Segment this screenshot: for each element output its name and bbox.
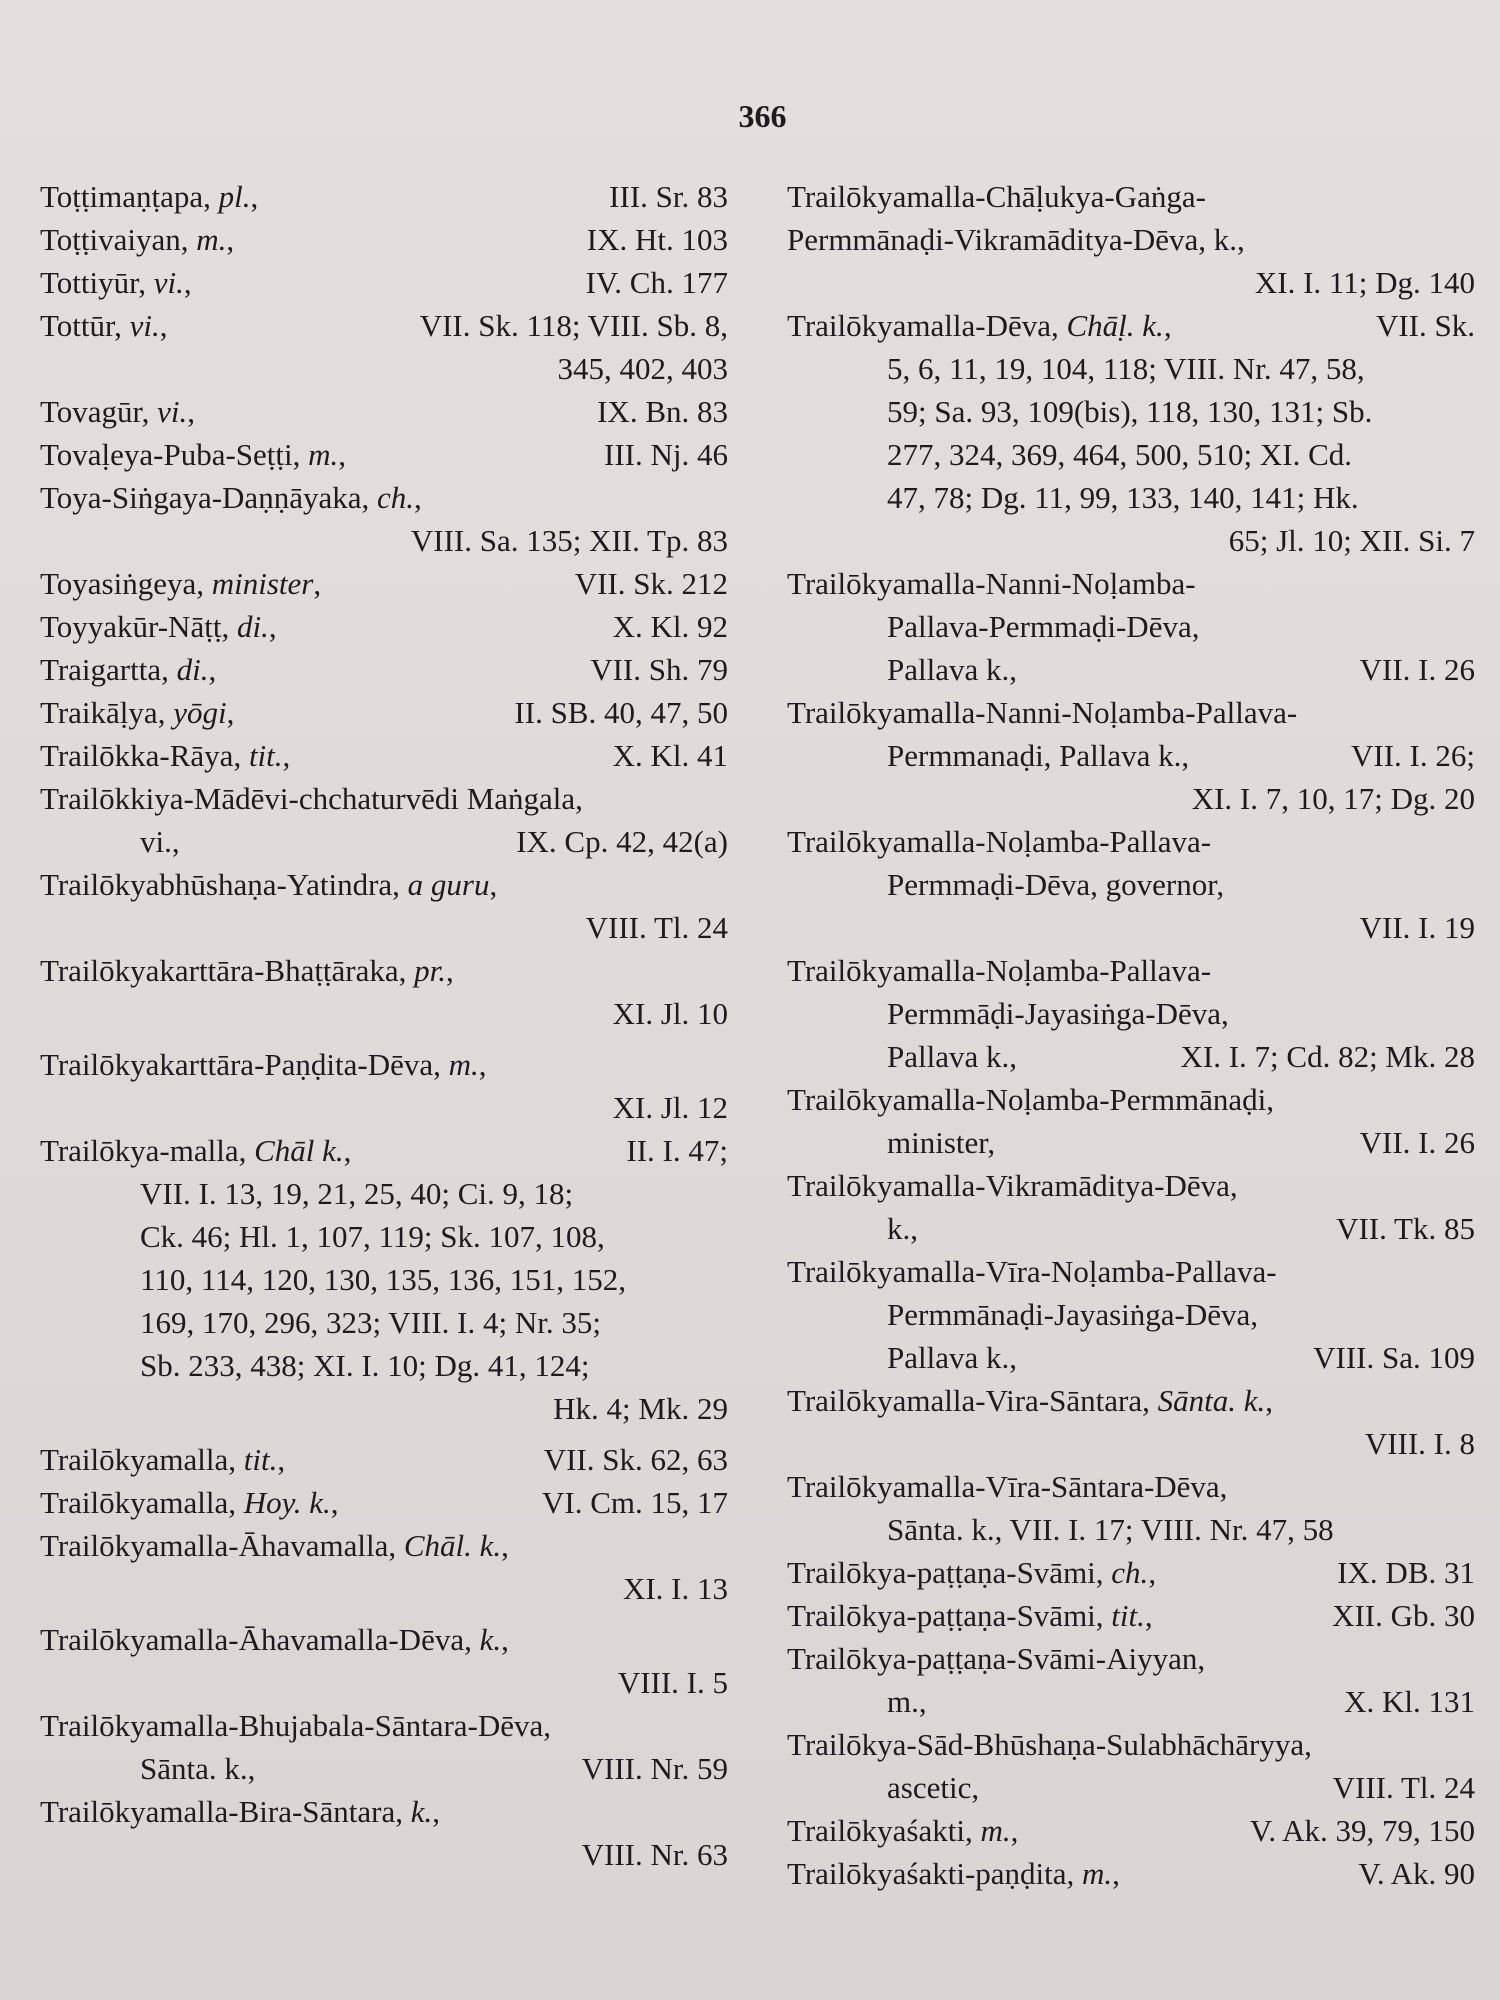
entry-designation: vi.: [153, 265, 184, 300]
entry-headword: Trailōkyamalla-Vira-Sāntara, Sānta. k.,: [787, 1383, 1273, 1418]
entry-reference: IX. DB. 31: [1337, 1555, 1475, 1590]
continuation-text: minister,: [887, 1125, 996, 1160]
index-entry: [787, 304, 1475, 562]
entry-designation: m.: [980, 1813, 1011, 1848]
continuation-text: ascetic,: [887, 1770, 980, 1805]
headword-text: Trailōkyamalla-Chāḷukya-Gaṅga-: [787, 179, 1206, 214]
index-entry: [40, 1481, 728, 1524]
headword-text: Tottiyūr: [40, 265, 139, 300]
entry-reference: X. Kl. 131: [1344, 1684, 1475, 1719]
entry-reference: VII. Sk. 118; VIII. Sb. 8,: [419, 308, 728, 343]
entry-headword: Tovagūr, vi.,: [40, 394, 195, 429]
entry-reference: VII. I. 26;: [1351, 738, 1475, 773]
index-entry: [787, 1164, 1475, 1250]
entry-continuation-line: [787, 261, 1475, 304]
entry-line: [40, 648, 728, 691]
headword-text: Trailōkyamalla-Bira-Sāntara: [40, 1794, 396, 1829]
entry-designation: yōgi: [173, 695, 227, 730]
entry-reference: 345, 402, 403: [557, 351, 728, 386]
index-entry: [40, 648, 728, 691]
entry-reference: Hk. 4; Mk. 29: [553, 1391, 728, 1426]
headword-text: Trailōkyamalla-Noḷamba-Pallava-: [787, 824, 1212, 859]
continuation-text: Sānta. k.,: [140, 1751, 256, 1786]
entry-reference: VIII. Nr. 59: [581, 1751, 728, 1786]
entry-headword: Trailōkyabhūshaṇa-Yatindra, a guru,: [40, 867, 498, 902]
entry-designation: k.: [410, 1794, 433, 1829]
entry-headword: [787, 1723, 1312, 1766]
entry-headword: Traigartta, di.,: [40, 652, 217, 687]
headword-text: Trailōkyaśakti-paṇḍita: [787, 1856, 1067, 1891]
continuation-text: 169, 170, 296, 323; VIII. I. 4; Nr. 35;: [140, 1305, 601, 1340]
entry-continuation-line: [787, 519, 1475, 562]
entry-continuation-line: [787, 1336, 1475, 1379]
index-entry: [40, 218, 728, 261]
headword-text: Tovaḷeya-Puba-Seṭṭi: [40, 437, 293, 472]
entry-line: [40, 605, 728, 648]
entry-headword: Trailōkyakarttāra-Paṇḍita-Dēva, m.,: [40, 1047, 487, 1082]
entry-line: [787, 175, 1475, 218]
entry-headword: Toya-Siṅgaya-Daṇṇāyaka, ch.,: [40, 480, 422, 515]
entry-designation: Hoy. k.: [243, 1485, 331, 1520]
index-entry: [40, 1790, 728, 1876]
continuation-text: 5, 6, 11, 19, 104, 118; VIII. Nr. 47, 58,: [887, 351, 1365, 386]
entry-reference: IX. Bn. 83: [597, 394, 728, 429]
continuation-text: Pallava-Permmaḍi-Dēva,: [887, 609, 1200, 644]
entry-designation: m.: [308, 437, 339, 472]
entry-continuation-line: [787, 1207, 1475, 1250]
entry-reference: VIII. Tl. 24: [585, 910, 728, 945]
entry-continuation-line: [787, 218, 1475, 261]
entry-headword: [787, 1637, 1205, 1680]
entry-line: [40, 1043, 728, 1086]
entry-headword: Trailōkya-malla, Chāl k.,: [40, 1133, 352, 1168]
index-entry: [40, 433, 728, 476]
entry-line: [40, 1129, 728, 1172]
headword-text: Trailōkyamalla: [40, 1485, 229, 1520]
entry-headword: Toṭṭimaṇṭapa, pl.,: [40, 179, 259, 214]
entry-line: [787, 691, 1475, 734]
headword-text: Traikāḷya: [40, 695, 158, 730]
headword-text: Trailōkya-Sād-Bhūshaṇa-Sulabhāchāryya,: [787, 1727, 1312, 1762]
headword-text: Trailōkya-paṭṭaṇa-Svāmi: [787, 1555, 1096, 1590]
entry-headword: Trailōkka-Rāya, tit.,: [40, 738, 291, 773]
page-number: 366: [738, 98, 787, 134]
index-entry: [40, 863, 728, 949]
entry-line: [40, 949, 728, 992]
entry-reference: XI. Jl. 10: [612, 996, 728, 1031]
entry-line: [40, 476, 728, 519]
entry-designation: tit.: [1111, 1598, 1145, 1633]
entry-line: [40, 734, 728, 777]
index-entry: [40, 1618, 728, 1704]
entry-designation: di.: [176, 652, 209, 687]
entry-line: [787, 1250, 1475, 1293]
entry-continuation-line: [40, 820, 728, 863]
entry-continuation-line: [787, 605, 1475, 648]
entry-continuation-line: [787, 1508, 1475, 1551]
entry-headword: Tovaḷeya-Puba-Seṭṭi, m.,: [40, 437, 347, 472]
entry-reference: VII. Sk.: [1375, 308, 1475, 343]
entry-line: [787, 304, 1475, 347]
index-entry: [40, 1438, 728, 1481]
continuation-text: 47, 78; Dg. 11, 99, 133, 140, 141; Hk.: [887, 480, 1359, 515]
entry-line: [40, 1481, 728, 1524]
entry-line: [40, 1438, 728, 1481]
headword-text: Trailōkyamalla-Vira-Sāntara: [787, 1383, 1143, 1418]
index-entry: [787, 691, 1475, 820]
entry-headword: Trailōkyamalla, tit.,: [40, 1442, 286, 1477]
continuation-text: Permmāḍi-Jayasiṅga-Dēva,: [887, 996, 1229, 1031]
index-entry: [40, 562, 728, 605]
entry-reference: VIII. I. 8: [1364, 1426, 1475, 1461]
entry-continuation-line: [787, 648, 1475, 691]
entry-designation: ch.: [1111, 1555, 1149, 1590]
entry-designation: a guru: [407, 867, 490, 902]
entry-headword: [787, 820, 1211, 863]
entry-continuation-line: [40, 1086, 728, 1129]
entry-headword: [787, 1465, 1227, 1508]
entry-line: [40, 1524, 728, 1567]
entry-continuation-line: [787, 1422, 1475, 1465]
entry-headword: [787, 1164, 1238, 1207]
entry-continuation-line: [787, 777, 1475, 820]
headword-text: Trailōkya-malla: [40, 1133, 239, 1168]
entry-continuation-line: [40, 347, 728, 390]
index-entry: [787, 562, 1475, 691]
entry-reference: VII. I. 26: [1359, 1125, 1475, 1160]
entry-line: [40, 562, 728, 605]
headword-text: Trailōkyamalla-Noḷamba-Permmānaḍi,: [787, 1082, 1274, 1117]
headword-text: Trailōkyamalla-Dēva: [787, 308, 1051, 343]
continuation-text: vi.,: [140, 824, 180, 859]
entry-continuation-line: [787, 1293, 1475, 1336]
index-entry: [40, 605, 728, 648]
entry-line: [40, 175, 728, 218]
entry-line: [787, 1164, 1475, 1207]
headword-text: Trailōkyamalla-Āhavamalla-Dēva: [40, 1622, 465, 1657]
entry-designation: m.: [448, 1047, 479, 1082]
continuation-text: Pallava k.,: [887, 1340, 1017, 1375]
entry-headword: [787, 562, 1196, 605]
entry-designation: Sānta. k.: [1157, 1383, 1266, 1418]
entry-line: [787, 1594, 1475, 1637]
continuation-text: Ck. 46; Hl. 1, 107, 119; Sk. 107, 108,: [140, 1219, 605, 1254]
continuation-text: Sb. 233, 438; XI. I. 10; Dg. 41, 124;: [140, 1348, 590, 1383]
entry-reference: VII. Sk. 62, 63: [543, 1442, 728, 1477]
entry-continuation-line: [40, 519, 728, 562]
entry-continuation-line: [40, 1172, 728, 1215]
headword-text: Toṭṭivaiyan: [40, 222, 181, 257]
entry-line: [40, 691, 728, 734]
entry-line: [40, 777, 728, 820]
headword-text: Toyyakūr-Nāṭṭ: [40, 609, 222, 644]
headword-text: Trailōkyamalla-Nanni-Noḷamba-Pallava-: [787, 695, 1298, 730]
index-entry: [40, 691, 728, 734]
entry-headword: Trailōkya-paṭṭaṇa-Svāmi, tit.,: [787, 1598, 1153, 1633]
entry-designation: pl.: [218, 179, 251, 214]
entry-headword: Toyasiṅgeya, minister,: [40, 566, 322, 601]
entry-line: [40, 1618, 728, 1661]
entry-reference: VIII. I. 5: [617, 1665, 728, 1700]
entry-headword: [787, 175, 1206, 218]
entry-line: [40, 1704, 728, 1747]
entry-continuation-line: [40, 906, 728, 949]
entry-reference: VIII. Sa. 109: [1313, 1340, 1475, 1375]
entry-line: [787, 1078, 1475, 1121]
headword-text: Trailōkka-Rāya: [40, 738, 234, 773]
entry-reference: IX. Cp. 42, 42(a): [516, 824, 728, 859]
entry-continuation-line: [40, 1344, 728, 1387]
index-entry: [787, 1852, 1475, 1895]
entry-continuation-line: [40, 1215, 728, 1258]
continuation-text: Sānta. k., VII. I. 17; VIII. Nr. 47, 58: [887, 1512, 1334, 1547]
entry-continuation-line: [787, 1121, 1475, 1164]
entry-reference: VII. Sk. 212: [574, 566, 728, 601]
index-entry: [787, 1809, 1475, 1852]
entry-reference: X. Kl. 41: [612, 738, 728, 773]
entry-headword: Trailōkyamalla-Āhavamalla-Dēva, k.,: [40, 1622, 509, 1657]
headword-text: Trailōkyakarttāra-Paṇḍita-Dēva: [40, 1047, 434, 1082]
entry-designation: Chāḷ. k.: [1066, 308, 1164, 343]
entry-continuation-line: [40, 1833, 728, 1876]
entry-reference: IX. Ht. 103: [586, 222, 728, 257]
headword-text: Trailōkyamalla-Vīra-Noḷamba-Pallava-: [787, 1254, 1277, 1289]
index-entry: [40, 175, 728, 218]
continuation-text: 59; Sa. 93, 109(bis), 118, 130, 131; Sb.: [887, 394, 1373, 429]
entry-headword: [40, 777, 583, 820]
headword-text: Trailōkyamalla-Āhavamalla: [40, 1528, 389, 1563]
entry-reference: XI. I. 11; Dg. 140: [1254, 265, 1475, 300]
entry-line: [40, 433, 728, 476]
headword-text: Trailōkya-paṭṭaṇa-Svāmi-Aiyyan,: [787, 1641, 1206, 1676]
entry-designation: k.: [479, 1622, 502, 1657]
continuation-text: Pallava k.,: [887, 652, 1017, 687]
entry-reference: II. I. 47;: [626, 1133, 728, 1168]
entry-designation: ch.: [376, 480, 414, 515]
entry-line: [40, 304, 728, 347]
entry-continuation-line: [787, 433, 1475, 476]
entry-reference: 65; Jl. 10; XII. Si. 7: [1228, 523, 1475, 558]
entry-designation: tit.: [248, 738, 283, 773]
entry-reference: VIII. Sa. 135; XII. Tp. 83: [410, 523, 728, 558]
entry-line: [40, 1790, 728, 1833]
entry-designation: Chāl. k.: [403, 1528, 502, 1563]
headword-text: Trailōkyamalla-Bhujabala-Sāntara-Dēva,: [40, 1708, 552, 1743]
entry-reference: XI. Jl. 12: [612, 1090, 728, 1125]
index-entry: [40, 949, 728, 1035]
continuation-text: Permmānaḍi-Vikramāditya-Dēva, k.,: [787, 222, 1245, 257]
entry-designation: vi.: [129, 308, 160, 343]
entry-reference: VII. Tk. 85: [1336, 1211, 1475, 1246]
entry-reference: VII. I. 26: [1359, 652, 1475, 687]
index-entry: [40, 1704, 728, 1790]
index-entry: [787, 1465, 1475, 1551]
index-entry: [787, 1551, 1475, 1594]
entry-headword: Toyyakūr-Nāṭṭ, di.,: [40, 609, 277, 644]
headword-text: Trailōkyamalla-Noḷamba-Pallava-: [787, 953, 1212, 988]
headword-text: Trailōkyabhūshaṇa-Yatindra: [40, 867, 393, 902]
entry-continuation-line: [40, 992, 728, 1035]
entry-headword: [787, 691, 1297, 734]
index-entry: [787, 1250, 1475, 1379]
entry-headword: Trailōkyamalla-Dēva, Chāḷ. k.,: [787, 308, 1172, 343]
index-entry: [40, 261, 728, 304]
entry-reference: V. Ak. 39, 79, 150: [1249, 1813, 1475, 1848]
index-entry: [787, 1723, 1475, 1809]
index-entry: [787, 175, 1475, 304]
entry-reference: V. Ak. 90: [1358, 1856, 1475, 1891]
entry-headword: Trailōkyamalla-Bira-Sāntara, k.,: [40, 1794, 441, 1829]
index-column-right: [787, 175, 1475, 1895]
index-entry: [787, 820, 1475, 949]
entry-line: [787, 1379, 1475, 1422]
entry-line: [787, 1809, 1475, 1852]
entry-headword: Tottiyūr, vi.,: [40, 265, 192, 300]
index-entry: [40, 304, 728, 390]
continuation-text: Permmānaḍi-Jayasiṅga-Dēva,: [887, 1297, 1259, 1332]
entry-designation: Chāl k.: [254, 1133, 344, 1168]
entry-reference: III. Nj. 46: [604, 437, 728, 472]
entry-headword: Trailōkyakarttāra-Bhaṭṭāraka, pr.,: [40, 953, 454, 988]
entry-continuation-line: [40, 1567, 728, 1610]
entry-reference: XI. I. 7; Cd. 82; Mk. 28: [1180, 1039, 1475, 1074]
entry-reference: XI. I. 7, 10, 17; Dg. 20: [1191, 781, 1475, 816]
headword-text: Toyasiṅgeya: [40, 566, 197, 601]
entry-designation: m.: [196, 222, 227, 257]
entry-line: [787, 1852, 1475, 1895]
index-entry: [787, 1379, 1475, 1465]
entry-designation: vi.: [157, 394, 188, 429]
continuation-text: 277, 324, 369, 464, 500, 510; XI. Cd.: [887, 437, 1352, 472]
entry-continuation-line: [40, 1387, 728, 1430]
entry-reference: XII. Gb. 30: [1332, 1598, 1475, 1633]
index-entry: [40, 390, 728, 433]
index-entry: [40, 777, 728, 863]
headword-text: Toya-Siṅgaya-Daṇṇāyaka: [40, 480, 362, 515]
entry-headword: [787, 949, 1211, 992]
continuation-text: Permmanaḍi, Pallava k.,: [887, 738, 1190, 773]
headword-text: Tottūr: [40, 308, 115, 343]
headword-text: Trailōkyamalla-Vīra-Sāntara-Dēva,: [787, 1469, 1228, 1504]
entry-continuation-line: [787, 476, 1475, 519]
entry-reference: IV. Ch. 177: [585, 265, 728, 300]
continuation-text: m.,: [887, 1684, 927, 1719]
entry-continuation-line: [787, 992, 1475, 1035]
index-column-left: [40, 175, 728, 1876]
entry-continuation-line: [40, 1301, 728, 1344]
entry-continuation-line: [787, 863, 1475, 906]
entry-line: [787, 1637, 1475, 1680]
entry-headword: [787, 1250, 1277, 1293]
headword-text: Trailōkyamalla-Nanni-Noḷamba-: [787, 566, 1196, 601]
entry-continuation-line: [787, 906, 1475, 949]
entry-line: [787, 949, 1475, 992]
entry-headword: Trailōkyamalla, Hoy. k.,: [40, 1485, 339, 1520]
index-entry: [40, 734, 728, 777]
index-entry: [787, 1078, 1475, 1164]
entry-headword: Trailōkyamalla-Āhavamalla, Chāl. k.,: [40, 1528, 509, 1563]
headword-text: Trailōkyamalla-Vikramāditya-Dēva,: [787, 1168, 1238, 1203]
entry-continuation-line: [787, 734, 1475, 777]
headword-text: Toṭṭimaṇṭapa: [40, 179, 204, 214]
entry-line: [787, 562, 1475, 605]
entry-headword: Trailōkyaśakti-paṇḍita, m.,: [787, 1856, 1120, 1891]
entry-continuation-line: [787, 1680, 1475, 1723]
entry-designation: di.: [236, 609, 269, 644]
continuation-text: 110, 114, 120, 130, 135, 136, 151, 152,: [140, 1262, 626, 1297]
entry-continuation-line: [787, 347, 1475, 390]
headword-text: Traigartta: [40, 652, 162, 687]
continuation-text: VII. I. 13, 19, 21, 25, 40; Ci. 9, 18;: [140, 1176, 574, 1211]
entry-headword: Traikāḷya, yōgi,: [40, 695, 235, 730]
entry-reference: X. Kl. 92: [612, 609, 728, 644]
entry-line: [40, 261, 728, 304]
headword-text: Trailōkyamalla: [40, 1442, 229, 1477]
entry-line: [40, 390, 728, 433]
entry-headword: [40, 1704, 551, 1747]
entry-reference: XI. I. 13: [622, 1571, 728, 1606]
entry-reference: VI. Cm. 15, 17: [542, 1485, 728, 1520]
index-entry: [787, 1594, 1475, 1637]
entry-line: [40, 218, 728, 261]
entry-reference: VII. Sh. 79: [590, 652, 728, 687]
entry-continuation-line: [787, 390, 1475, 433]
continuation-text: Permmaḍi-Dēva, governor,: [887, 867, 1225, 902]
entry-designation: tit.: [243, 1442, 278, 1477]
continuation-text: k.,: [887, 1211, 918, 1246]
entry-reference: VII. I. 19: [1359, 910, 1475, 945]
index-entry: [40, 1524, 728, 1610]
entry-headword: Toṭṭivaiyan, m.,: [40, 222, 235, 257]
headword-text: Trailōkyaśakti: [787, 1813, 965, 1848]
entry-continuation-line: [787, 1766, 1475, 1809]
entry-reference: II. SB. 40, 47, 50: [514, 695, 728, 730]
entry-continuation-line: [40, 1258, 728, 1301]
entry-continuation-line: [787, 1035, 1475, 1078]
entry-headword: Tottūr, vi.,: [40, 308, 168, 343]
entry-designation: minister: [211, 566, 314, 601]
entry-headword: [787, 1078, 1274, 1121]
index-entry: [787, 949, 1475, 1078]
entry-continuation-line: [40, 1747, 728, 1790]
entry-designation: pr.: [414, 953, 447, 988]
index-entry: [40, 1129, 728, 1430]
index-entry: [40, 476, 728, 562]
headword-text: Trailōkyakarttāra-Bhaṭṭāraka: [40, 953, 399, 988]
entry-continuation-line: [40, 1661, 728, 1704]
index-entry: [787, 1637, 1475, 1723]
continuation-text: Pallava k.,: [887, 1039, 1017, 1074]
entry-headword: Trailōkya-paṭṭaṇa-Svāmi, ch.,: [787, 1555, 1157, 1590]
headword-text: Trailōkkiya-Mādēvi-chchaturvēdi Maṅgala,: [40, 781, 583, 816]
entry-reference: VIII. Nr. 63: [581, 1837, 728, 1872]
entry-line: [787, 1465, 1475, 1508]
entry-reference: VIII. Tl. 24: [1332, 1770, 1475, 1805]
entry-line: [787, 820, 1475, 863]
index-entry: [40, 1043, 728, 1129]
entry-designation: m.: [1082, 1856, 1113, 1891]
entry-line: [40, 863, 728, 906]
entry-line: [787, 1551, 1475, 1594]
headword-text: Trailōkya-paṭṭaṇa-Svāmi: [787, 1598, 1096, 1633]
entry-headword: Trailōkyaśakti, m.,: [787, 1813, 1019, 1848]
entry-reference: III. Sr. 83: [609, 179, 728, 214]
entry-line: [787, 1723, 1475, 1766]
headword-text: Tovagūr: [40, 394, 142, 429]
